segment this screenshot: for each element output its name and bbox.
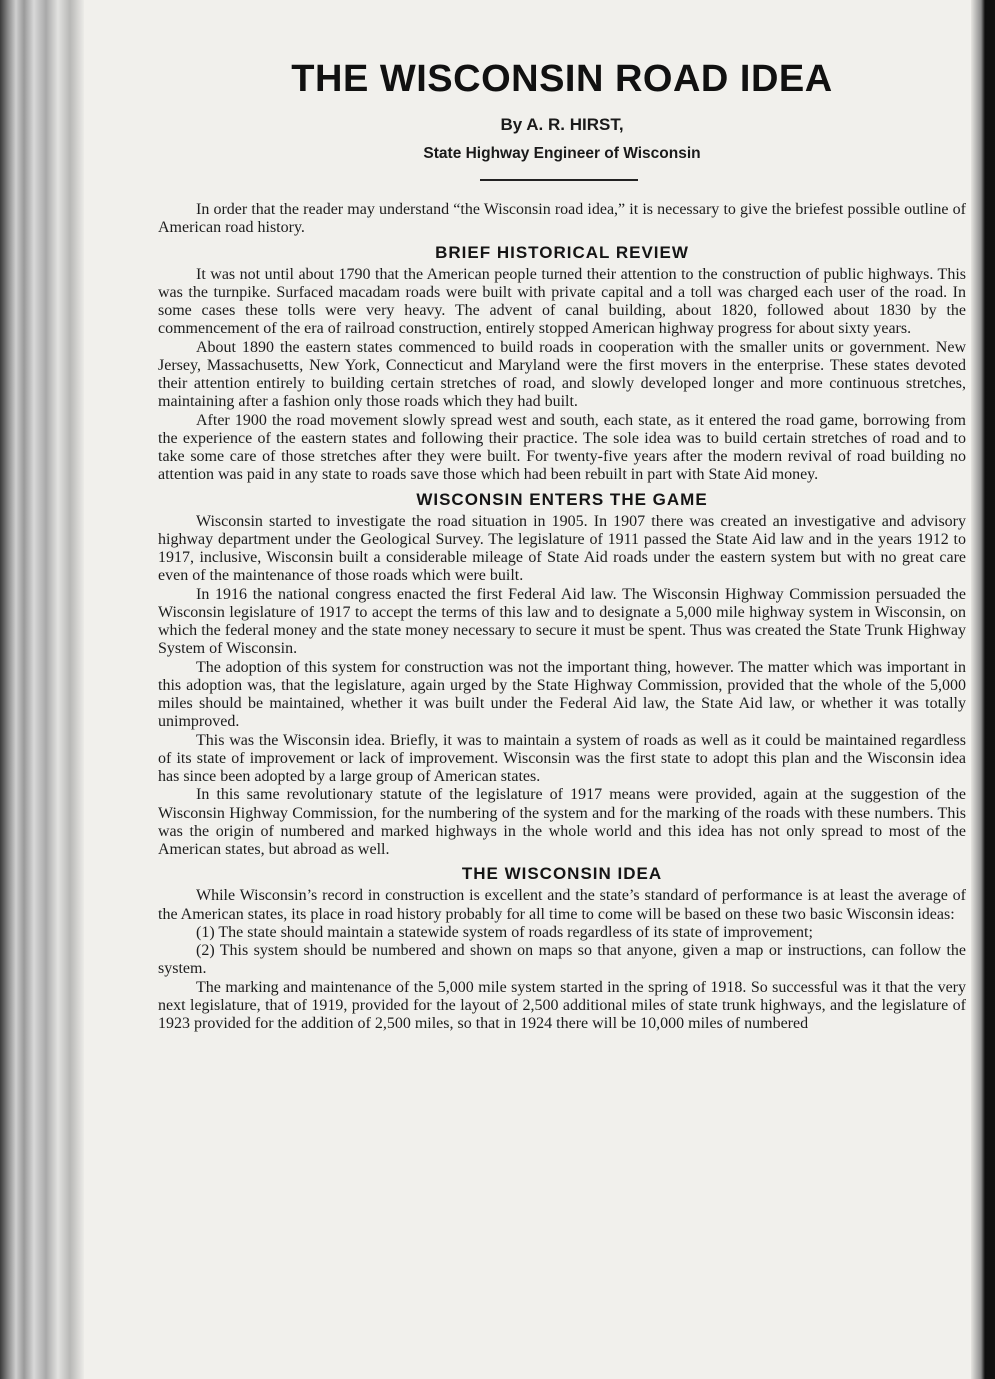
title-divider (480, 179, 638, 181)
article-title: THE WISCONSIN ROAD IDEA (291, 58, 833, 100)
author-byline: By A. R. HIRST, (500, 115, 624, 134)
author-position: State Highway Engineer of Wisconsin (423, 145, 701, 162)
book-binding-edge (0, 0, 84, 1379)
paragraph: While Wisconsin’s record in construction is excellent and the state’s standard of performance is at least the average of the American states, its place in road history probably for all time to come will be based on these two basic Wisconsin ideas: (158, 887, 966, 923)
paragraph: Wisconsin started to investigate the road situation in 1905. In 1907 there was created an investigative and advisory highway department under the Geological Survey. The legislature of 1911 passed the State Aid law and in the years 1912 to 1917, inclusive, Wisconsin built a considerable mileage of State Aid roads under the eastern system but with no great care even of the maintenance of those roads which were built. (158, 512, 966, 585)
page-right-edge (971, 0, 995, 1379)
article-body (158, 201, 966, 1033)
paragraph: After 1900 the road movement slowly spread west and south, each state, as it entered the road game, borrowing from the experience of the eastern states and following their practice. The sole idea was to build certain stretches of road and to take some care of those stretches after they were built. For twenty-five years after the modern revival of road building no attention was paid in any state to roads save those which had been rebuilt in part with State Aid money. (158, 411, 966, 484)
intro-paragraph: In order that the reader may understand “the Wisconsin road idea,” it is necessary to give the briefest possible outline of American road history. (158, 201, 966, 237)
article-page (158, 0, 966, 1379)
paragraph: The adoption of this system for construction was not the important thing, however. The matter which was important in this adoption was, that the legislature, again urged by the State Highway Commission, provided that the whole of the 5,000 miles should be maintained, whether it was built under the Federal Aid law, the State Aid law, or whether it was totally unimproved. (158, 658, 966, 731)
paragraph: About 1890 the eastern states commenced to build roads in cooperation with the smaller units or government. New Jersey, Massachusetts, New York, Connecticut and Maryland were the first movers in the enterprise. These states devoted their attention entirely to building certain stretches of road, and slowly developed longer and more continuous stretches, maintaining after a fashion only those roads which they had built. (158, 338, 966, 411)
paragraph: The marking and maintenance of the 5,000 mile system started in the spring of 1918. So successful was it that the very next legislature, that of 1919, provided for the layout of 2,500 additional miles of state trunk highways, and the legislature of 1923 provided for the addition of 2,500 miles, so that in 1924 there will be 10,000 miles of numbered (158, 978, 966, 1032)
paragraph: This was the Wisconsin idea. Briefly, it was to maintain a system of roads as well as it could be maintained regardless of its state of improvement or lack of improvement. Wisconsin was the first state to adopt this plan and the Wisconsin idea has since been adopted by a large group of American states. (158, 731, 966, 785)
paragraph: In this same revolutionary statute of the legislature of 1917 means were provided, again at the suggestion of the Wisconsin Highway Commission, for the numbering of the system and for the marking of the roads with these numbers. This was the origin of numbered and marked highways in the whole world and this idea has not only spread to most of the American states, but abroad as well. (158, 786, 966, 858)
paragraph: It was not until about 1790 that the American people turned their attention to the construction of public highways. This was the turnpike. Surfaced macadam roads were built with private capital and a toll was charged each user of the road. In some cases these tolls were very heavy. The advent of canal building, about 1820, followed about 1830 by the commencement of the era of railroad construction, entirely stopped American highway progress for about sixty years. (158, 265, 966, 338)
numbered-idea-2: (2) This system should be numbered and shown on maps so that anyone, given a map or instructions, can follow the system. (158, 942, 966, 978)
paragraph: In 1916 the national congress enacted the first Federal Aid law. The Wisconsin Highway Commission persuaded the Wisconsin legislature of 1917 to accept the terms of this law and to designate a 5,000 mile highway system in Wisconsin, on which the federal money and the state money necessary to secure it must be spent. Thus was created the State Trunk Highway System of Wisconsin. (158, 585, 966, 658)
numbered-idea-1: (1) The state should maintain a statewide system of roads regardless of its state of improvement; (196, 923, 813, 941)
section-heading-wisconsin-idea: THE WISCONSIN IDEA (461, 864, 663, 884)
section-heading-historical-review: BRIEF HISTORICAL REVIEW (435, 242, 689, 262)
section-heading-wisconsin-enters: WISCONSIN ENTERS THE GAME (416, 489, 708, 509)
